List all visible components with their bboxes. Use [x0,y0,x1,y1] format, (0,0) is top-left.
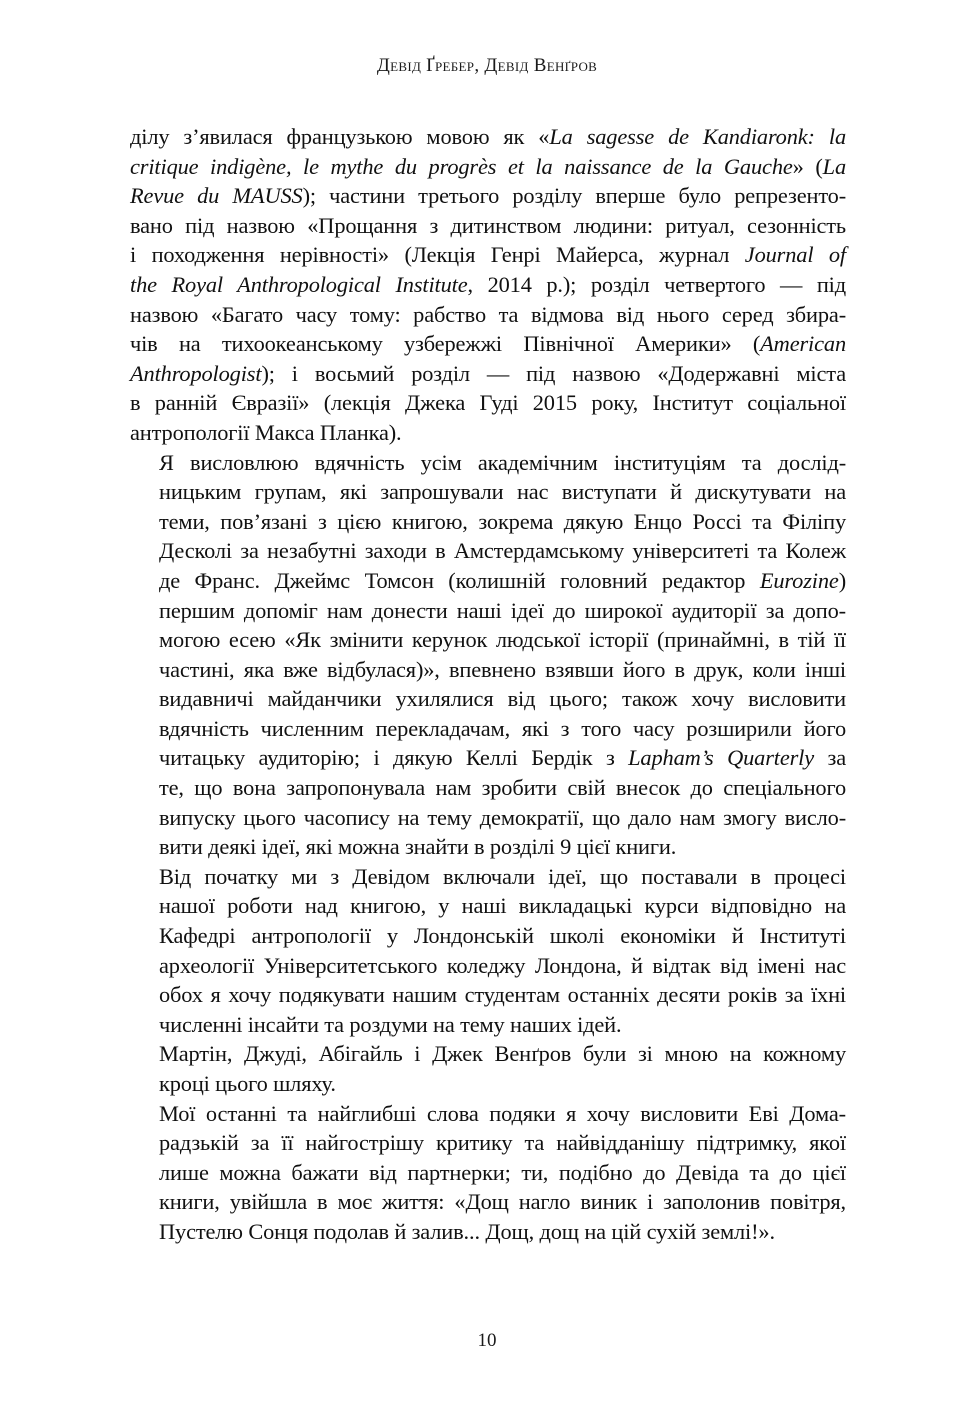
text-line [130,743,846,773]
text-line [130,625,846,655]
text-line [130,1128,846,1158]
text-run: » ( [792,153,823,179]
text-run: за [814,745,847,771]
paragraph [130,448,846,862]
text-run: читацьку аудиторію; і дякую Келлі Бердік з [159,745,629,771]
italic-title: La sagesse de Kandiaronk: la [549,124,846,149]
text-line [130,921,846,951]
text-run: де Франс. Джеймс Томсон (колишній головний редактор [159,567,760,593]
text-run: Кафедрі антропології у Лондонській школі економіки й Інституті [159,923,846,949]
text-run: книги, увійшла в моє життя: «Дощ нагло виник і заполонив повітря, [159,1189,846,1215]
text-run: ); і восьмий розділ — під назвою «Додержавні міста [261,360,846,386]
text-line [130,211,846,241]
text-line [130,773,846,803]
text-run: теми, пов’язані з цією книгою, зокрема дякую Енцо Россі та Філіпу [159,508,846,534]
text-line [130,832,846,862]
text-run: антропології Макса Планка). [130,419,402,445]
text-line [130,684,846,714]
text-run: Я висловлюю вдячність усім академічним інституціям та дослід- [159,449,846,475]
italic-title: Lapham’s Quarterly [628,745,815,771]
text-line [130,1039,846,1069]
paragraph [130,1039,846,1098]
text-run: численні інсайти та роздуми на тему наших ідей. [159,1011,622,1037]
text-line [130,1158,846,1188]
page-number: 10 [477,1330,497,1351]
text-run: лише можна бажати від партнерки; ти, подібно до Девіда та до цієї [159,1159,846,1185]
italic-title: Revue du MAUSS [130,183,303,209]
text-run: назвою «Багато часу тому: рабство та відмова від нього серед збира- [130,301,846,327]
text-run: Пустелю Сонця подолав й залив... Дощ, дощ на цій сухій землі!». [159,1218,775,1244]
text-line [130,566,846,596]
text-run: Мої останні та найглибші слова подяки я хочу висловити Еві Дома- [159,1100,846,1126]
text-line [130,891,846,921]
text-run: ницьким групам, які запрошували нас виступати й дискутувати на [159,479,846,505]
text-line [130,1010,846,1040]
text-line [130,980,846,1010]
paragraph [130,122,846,448]
text-run: обох я хочу подякувати нашим студентам останніх десяти років за їхні [159,982,846,1008]
text-line [130,536,846,566]
running-head: Девід Ґребер, Девід Венґров [376,55,598,76]
text-run: археології Університетського коледжу Лондона, й відтак від імені нас [159,952,846,978]
text-line [130,388,846,418]
text-run: частині, яка вже відбулася)», впевнено взявши його в друк, коли інші [159,656,846,682]
text-line [130,596,846,626]
text-run: , 2014 р.); розділ четвертого — під [467,271,846,297]
text-line [130,862,846,892]
text-line [130,122,846,152]
text-line [130,152,846,182]
text-line [130,300,846,330]
text-run: могою есею «Як змінити керунок людської історії (принаймні, в тій її [159,627,846,653]
text-run: те, що вона запропонувала нам зробити свій внесок до спеціального [159,775,846,801]
text-line [130,655,846,685]
text-line [130,181,846,211]
text-run: в ранній Євразії» (лекція Джека Гуді 2015 року, Інститут соціальної [130,390,846,416]
text-run: Мартін, Джуді, Абігайль і Джек Венґров були зі мною на кожному [159,1041,846,1067]
italic-title: American [760,331,846,357]
text-run: ділу з’явилася французькою мовою як « [130,124,550,149]
italic-title: Eurozine [759,567,839,593]
text-run: чів на тихоокеанському узбережжі Північної Америки» ( [130,331,761,357]
text-run: випуску цього часопису на тему демократії, що дало нам змогу висло- [159,804,846,830]
text-run: ); частини третього розділу вперше було репрезенто- [302,183,847,209]
text-run: вити деякі ідеї, які можна знайти в розділі 9 цієї книги. [159,834,677,860]
text-line [130,803,846,833]
text-run: першим допоміг нам донести наші ідеї до широкої аудиторії за допо- [159,597,846,623]
text-line [130,1099,846,1129]
text-run: видавничі майданчики ухилялися від цього; також хочу висловити [159,686,846,712]
text-line [130,1187,846,1217]
text-line [130,1069,846,1099]
italic-title: La [822,153,846,179]
italic-title: the Royal Anthropological Institute [130,271,468,297]
italic-title: critique indigène, le mythe du progrès et la naissance de la Gauche [130,153,793,179]
paragraph [130,1099,846,1247]
body-text [130,122,846,1247]
text-run: Десколі за незабутні заходи в Амстердамському університеті та Колеж [159,538,846,564]
text-run: і походження нерівності» (Лекція Генрі Майерса, журнал [130,242,745,268]
paragraph [130,862,846,1040]
text-line [130,359,846,389]
text-run: Від початку ми з Девідом включали ідеї, що поставали в процесі [159,863,846,889]
text-line [130,714,846,744]
text-line [130,418,846,448]
text-run: кроці цього шляху. [159,1071,336,1096]
text-line [130,448,846,478]
text-run: ) [838,567,846,593]
text-line [130,240,846,270]
text-run: вано під назвою «Прощання з дитинством людини: ритуал, сезонність [130,212,846,238]
text-line [130,329,846,359]
italic-title: Anthropologist [130,360,262,386]
text-run: радзькій за її найгострішу критику та найвідданішу підтримку, якої [159,1130,846,1156]
text-line [130,477,846,507]
text-line [130,1217,846,1247]
text-run: нашої роботи над книгою, у наші викладацькі курси відповідно на [159,893,846,919]
italic-title: Journal of [744,242,846,268]
text-line [130,951,846,981]
text-line [130,507,846,537]
text-line [130,270,846,300]
text-run: вдячність численним перекладачам, які з того часу розширили його [159,715,846,741]
